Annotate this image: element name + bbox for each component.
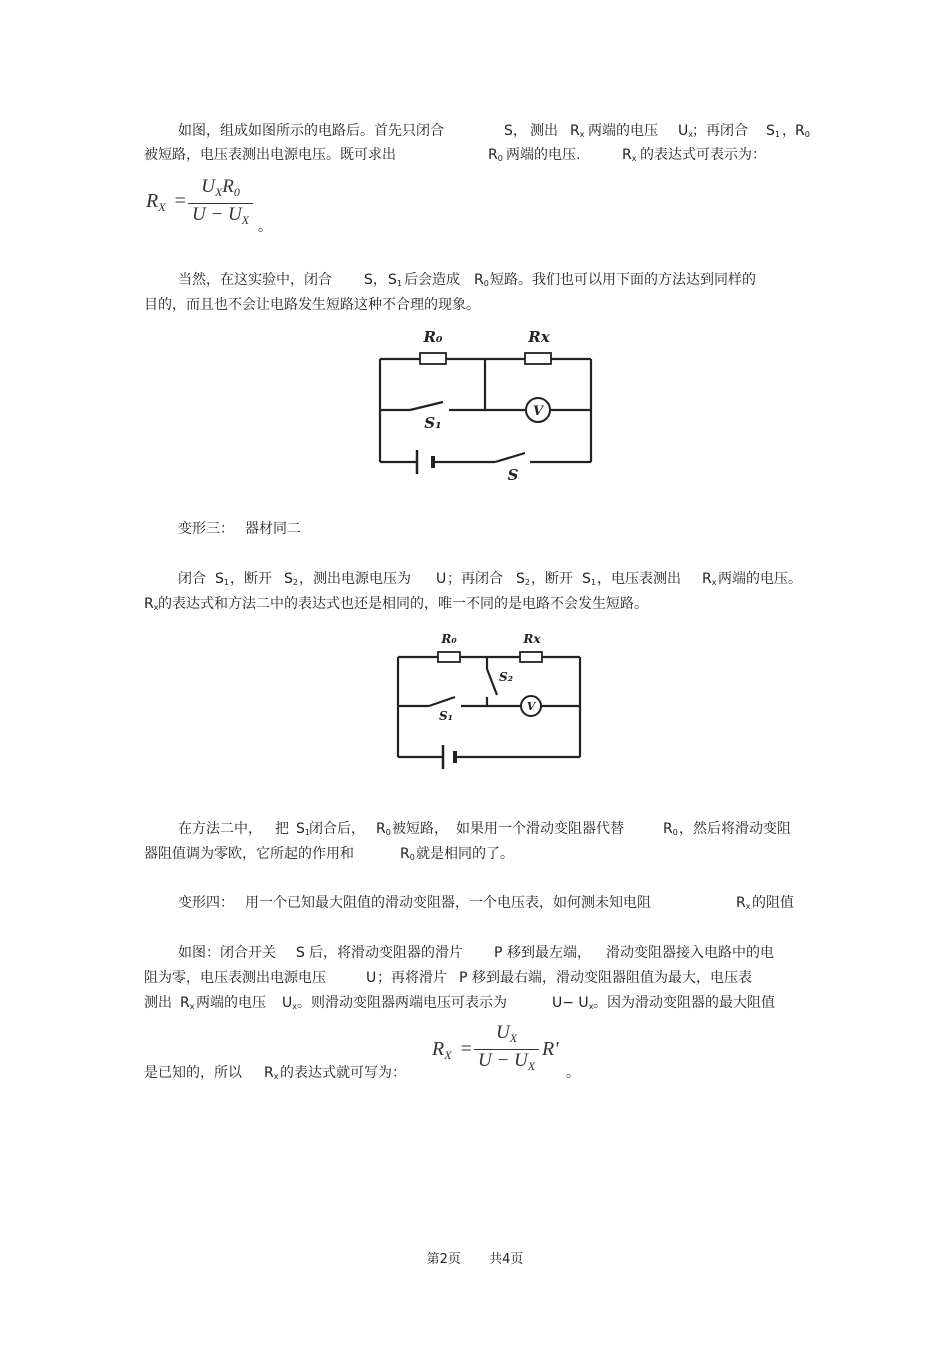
text: 测出 [530, 123, 558, 139]
rx-label: Rx [523, 632, 541, 646]
text: 如图，组成如图所示的电路后。首先只闭合 [178, 123, 444, 139]
text: 后会造成 [404, 272, 460, 288]
r0-label: R₀ [441, 632, 457, 646]
s2-symbol: $S_2$ [284, 571, 298, 587]
s1-symbol: $S_1$ [766, 123, 780, 139]
variant-3-title: 变形三： [178, 521, 234, 537]
s-label: S [507, 466, 519, 484]
page-number: 第2页 [426, 1252, 461, 1267]
text: ，然后将滑动变阻 [679, 821, 791, 837]
text: 滑动变阻器接入电路中的电 [606, 945, 774, 961]
text: 被短路，电压表测出电源电压。既可求出 [144, 147, 396, 163]
text: 目的，而且也不会让电路发生短路这种不合理的现象。 [144, 297, 480, 313]
slider-p: P [459, 970, 468, 986]
text: 的表达式可表示为： [640, 147, 766, 163]
text: 当然，在这实验中，闭合 [178, 272, 332, 288]
circuit-figure-1 [375, 322, 605, 485]
r0-symbol: $R_0$ [400, 846, 415, 862]
formula-2-numerator: $U_X$ [496, 1022, 518, 1045]
rx-symbol: $R_x$ [180, 995, 195, 1011]
circuit-diagram-2 [389, 627, 591, 777]
u-symbol: U [436, 571, 447, 587]
text: 是已知的，所以 [144, 1065, 242, 1081]
formula-2-tail: R' [542, 1038, 559, 1060]
text: 。 [566, 1065, 580, 1081]
text: 用一个已知最大阻值的滑动变阻器，一个电压表，如何测未知电阻 [245, 895, 651, 911]
text: 被短路， [392, 821, 448, 837]
v-label: V [532, 404, 544, 419]
s1-symbol: $S_1$ [215, 571, 229, 587]
text: 两端的电压。 [718, 571, 802, 587]
formula-1-lhs: $R_X$ = [146, 190, 186, 214]
text: 测出 [144, 995, 172, 1011]
rx-label: Rx [528, 328, 550, 346]
text: 两端的电压 [588, 123, 658, 139]
page-total: 共4页 [489, 1252, 524, 1267]
rx-symbol: $R_x$ [264, 1065, 279, 1081]
s1-label: S₁ [439, 709, 453, 723]
ux-symbol: $U_x$ [678, 123, 693, 139]
text: 如果用一个滑动变阻器代替 [456, 821, 624, 837]
text: ；再将滑片 [377, 970, 447, 986]
formula-1-numerator: $U_XR_0$ [201, 176, 240, 199]
s2-symbol: $S_2$ [516, 571, 530, 587]
s1-label: S₁ [424, 414, 442, 432]
rx-symbol: $R_x$ [736, 895, 751, 911]
circuit-diagram-1 [375, 322, 605, 485]
text: 两端的电压. [506, 147, 581, 163]
text: 。因为滑动变阻器的最大阻值 [593, 995, 775, 1011]
ux-symbol: $U_x$ [282, 995, 297, 1011]
s1-symbol: $S_1$ [388, 272, 402, 288]
r0-label: R₀ [423, 328, 443, 346]
formula-1-denominator: $U - U_X$ [192, 204, 250, 227]
text: 。则滑动变阻器两端电压可表示为 [297, 995, 507, 1011]
text: 移到最左端， [507, 945, 591, 961]
text: 把 [275, 821, 289, 837]
formula-2-lhs: $R_X$ = [432, 1038, 472, 1062]
circuit-figure-2 [389, 627, 591, 777]
switch-s: S [296, 945, 305, 961]
s1-symbol: $S_1$ [582, 571, 596, 587]
rx-symbol: $R_x$ [702, 571, 717, 587]
text: 的阻值 [752, 895, 794, 911]
text: 两端的电压 [196, 995, 266, 1011]
s2-label: S₂ [499, 670, 513, 684]
text: 后，将滑动变阻器的滑片 [309, 945, 463, 961]
text: ， [782, 123, 796, 139]
text: 的表达式和方法二中的表达式也还是相同的，唯一不同的是电路不会发生短路。 [158, 596, 648, 612]
expression: $U- U_x$ [552, 995, 594, 1011]
u-symbol: U [366, 970, 377, 986]
text: 闭合后， [309, 821, 365, 837]
rx-symbol: $R_x$ [570, 123, 585, 139]
switch-s: S， [364, 272, 387, 288]
switch-s: S， [504, 123, 527, 139]
formula-2-fraction [474, 1022, 539, 1077]
v-label: V [526, 700, 536, 713]
text: ；再闭合 [447, 571, 503, 587]
text: 如图：闭合开关 [178, 945, 276, 961]
text: 在方法二中， [178, 821, 262, 837]
page-footer [0, 1248, 950, 1267]
text: 器阻值调为零欧，它所起的作用和 [144, 846, 354, 862]
text: 短路。我们也可以用下面的方法达到同样的 [490, 272, 756, 288]
rx-symbol: $R_x$ [144, 596, 159, 612]
r0-symbol: $R_0$ [474, 272, 489, 288]
r0-symbol: $R_0$ [663, 821, 678, 837]
text: ，断开 [531, 571, 573, 587]
text: 阻为零，电压表测出电源电压 [144, 970, 326, 986]
r0-symbol: $R_0$ [376, 821, 391, 837]
text: 的表达式就可写为： [280, 1065, 406, 1081]
formula-1-end: 。 [258, 219, 272, 235]
variant-3-text: 器材同二 [245, 521, 301, 537]
text: ，断开 [230, 571, 272, 587]
text: 移到最右端，滑动变阻器阻值为最大，电压表 [472, 970, 752, 986]
text: ，电压表测出 [597, 571, 681, 587]
s1-symbol: $S_1$ [296, 821, 310, 837]
formula-1-fraction [188, 176, 253, 231]
text: 闭合 [178, 571, 206, 587]
r0-symbol: $R_0$ [795, 123, 810, 139]
rx-symbol: $R_x$ [622, 147, 637, 163]
text: ，测出电源电压为 [299, 571, 411, 587]
text: ；再闭合 [692, 123, 748, 139]
formula-2-denominator: $U - U_X$ [478, 1050, 536, 1073]
text: 就是相同的了。 [416, 846, 514, 862]
variant-4-title: 变形四： [178, 895, 234, 911]
slider-p: P [494, 945, 503, 961]
r0-symbol: $R_0$ [488, 147, 503, 163]
